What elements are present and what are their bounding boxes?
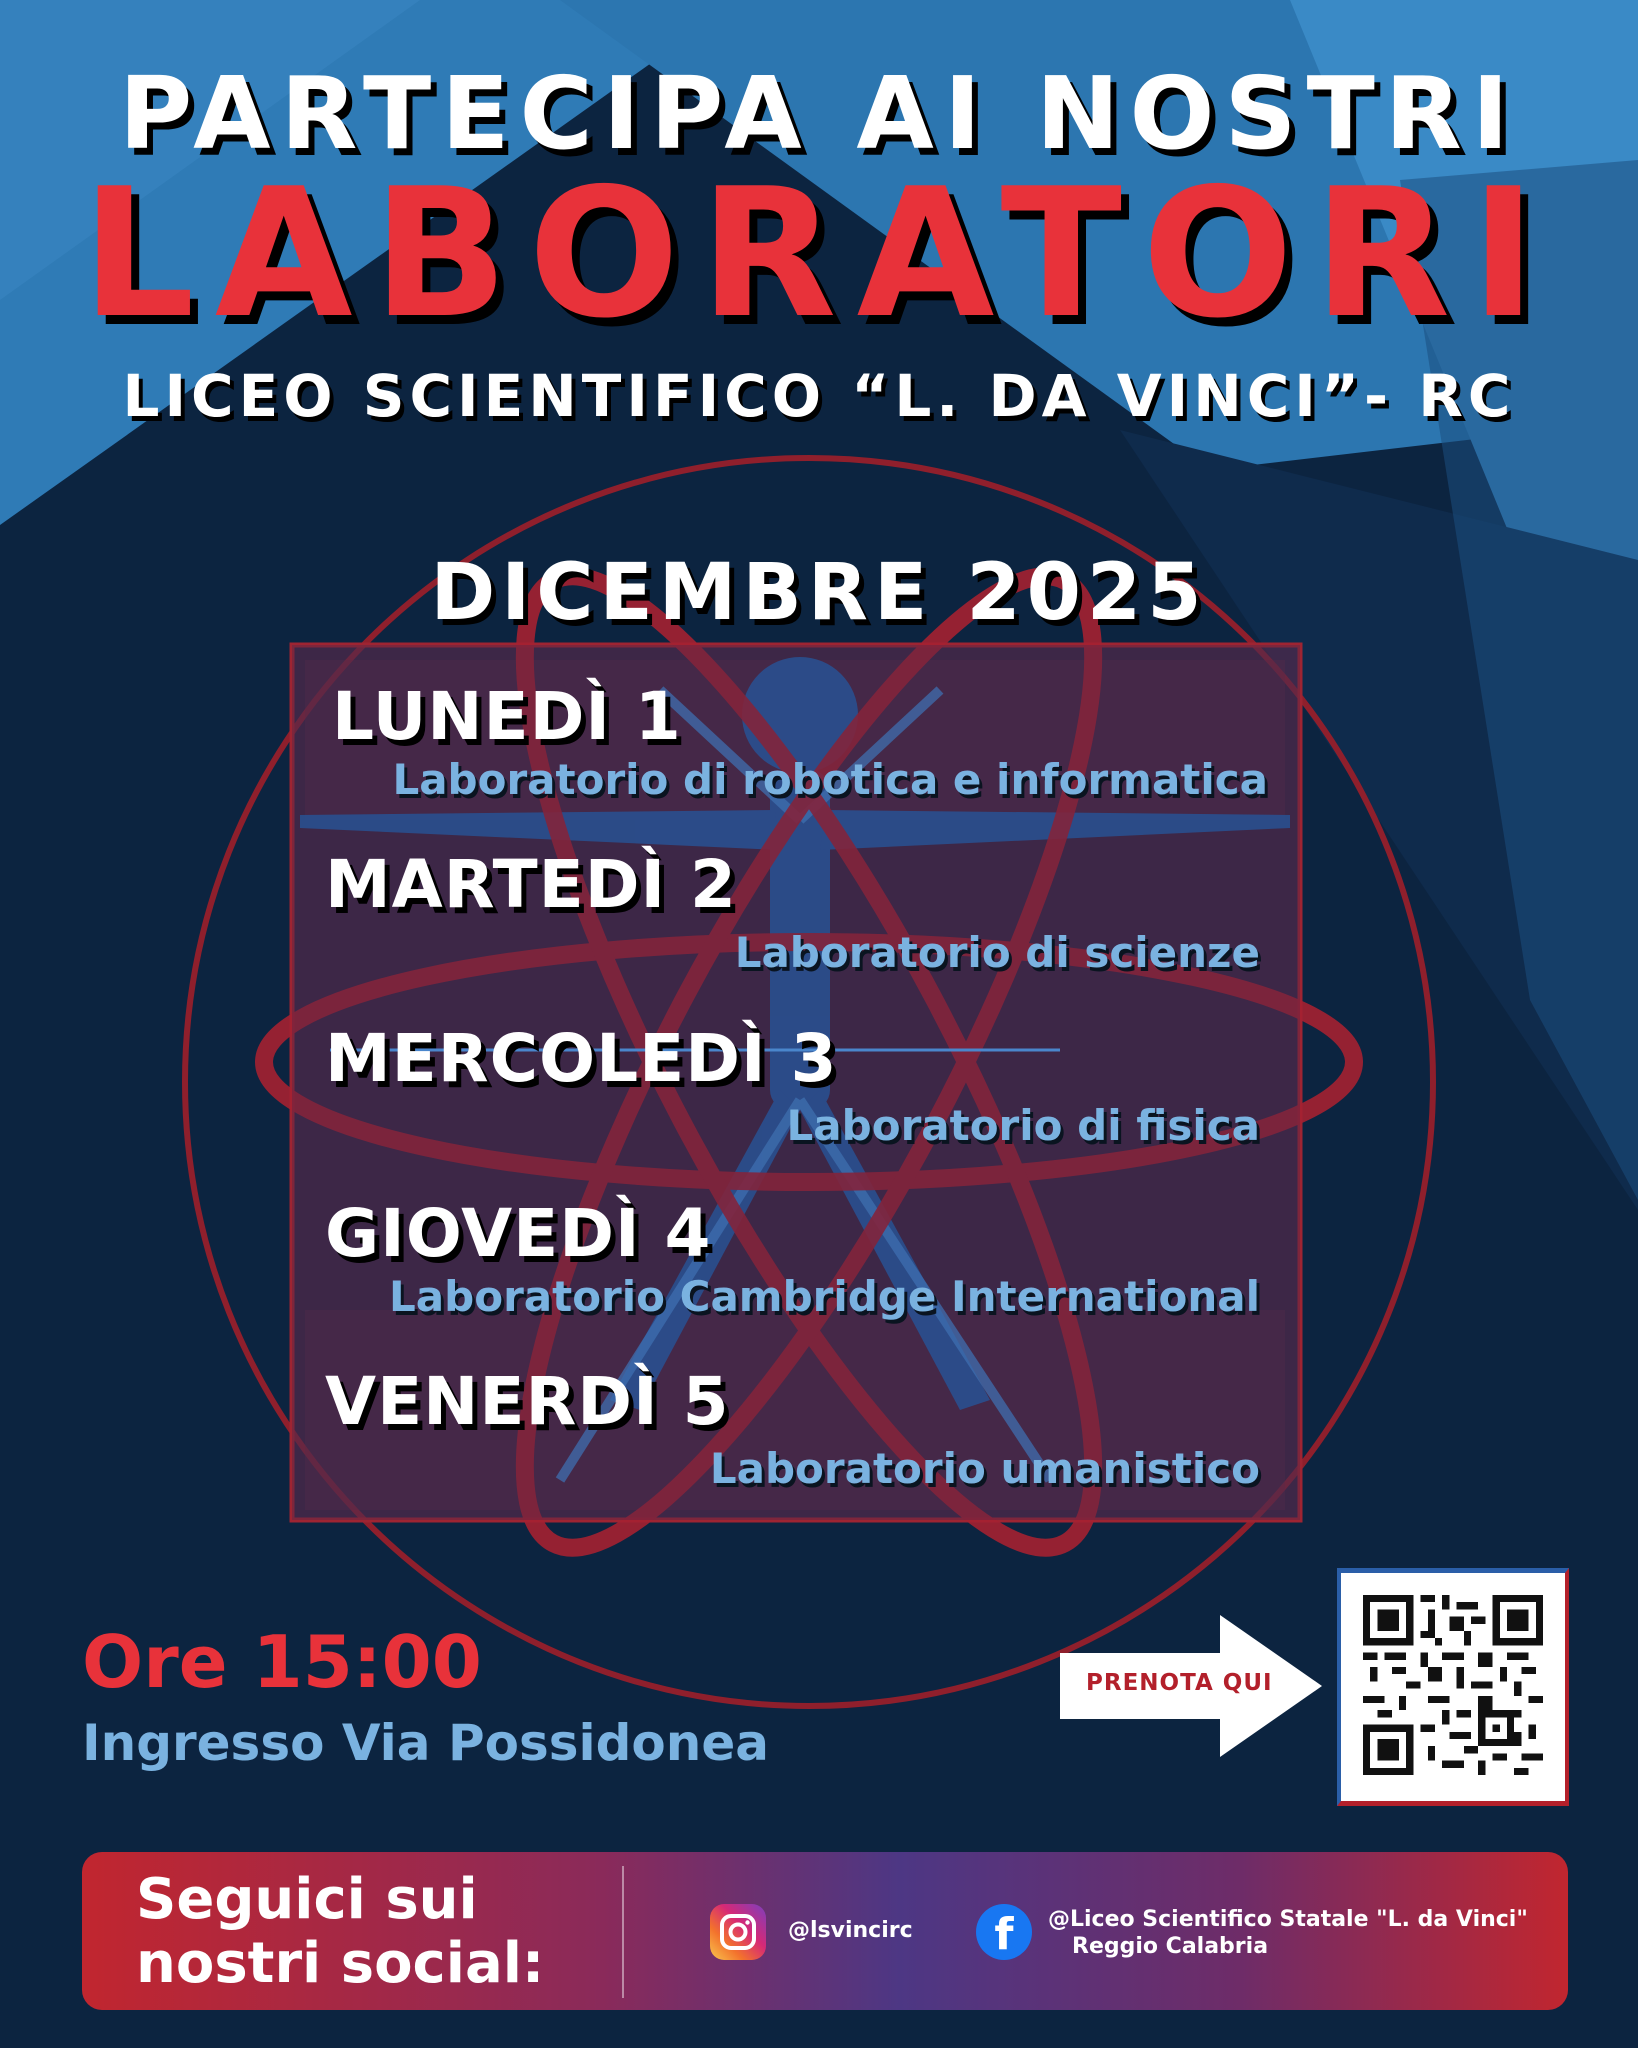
lab-3: Laboratorio di fisica bbox=[786, 1101, 1260, 1150]
month-heading: DICEMBRE 2025 bbox=[430, 548, 1208, 638]
booking-label[interactable]: PRENOTA QUI bbox=[1086, 1670, 1273, 1696]
headline-line1: PARTECIPA AI NOSTRI bbox=[118, 55, 1519, 172]
lab-1: Laboratorio di robotica e informatica bbox=[392, 755, 1268, 804]
qr-code-icon bbox=[1363, 1595, 1543, 1775]
lab-4: Laboratorio Cambridge International bbox=[389, 1272, 1260, 1321]
facebook-handle-city[interactable]: Reggio Calabria bbox=[1072, 1934, 1269, 1959]
social-divider bbox=[622, 1866, 624, 1998]
headline-title: LABORATORI bbox=[81, 150, 1557, 357]
day-1: LUNEDÌ 1 bbox=[332, 678, 682, 755]
day-4: GIOVEDÌ 4 bbox=[325, 1195, 712, 1272]
instagram-handle[interactable]: @lsvincirc bbox=[788, 1918, 913, 1943]
facebook-icon[interactable]: f bbox=[976, 1904, 1032, 1960]
day-5: VENERDÌ 5 bbox=[325, 1363, 730, 1440]
day-2: MARTEDÌ 2 bbox=[325, 846, 737, 923]
instagram-icon[interactable] bbox=[710, 1904, 766, 1960]
qr-code[interactable] bbox=[1337, 1568, 1569, 1806]
facebook-handle[interactable]: @Liceo Scientifico Statale "L. da Vinci" bbox=[1048, 1907, 1528, 1932]
social-title: Seguici sui nostri social: bbox=[136, 1867, 545, 1996]
event-entrance: Ingresso Via Possidonea bbox=[82, 1714, 769, 1772]
lab-2: Laboratorio di scienze bbox=[734, 928, 1260, 977]
school-name: LICEO SCIENTIFICO “L. DA VINCI”- RC bbox=[122, 362, 1516, 430]
day-3: MERCOLEDÌ 3 bbox=[325, 1020, 838, 1097]
event-time: Ore 15:00 bbox=[82, 1620, 482, 1704]
lab-5: Laboratorio umanistico bbox=[709, 1444, 1260, 1493]
